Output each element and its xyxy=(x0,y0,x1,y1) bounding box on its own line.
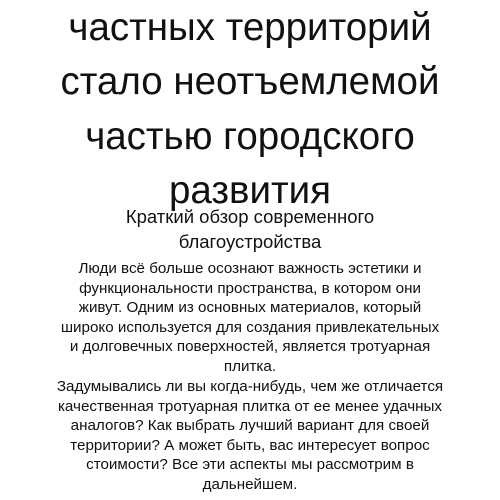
paragraph-line: стоимости? Все эти аспекты мы рассмотрим в xyxy=(86,456,414,474)
questions-paragraph xyxy=(0,377,500,495)
paragraph-line: плитка. xyxy=(223,357,277,375)
paragraph-line: качественная тротуарная плитка от ее менее удачных xyxy=(57,397,443,415)
article-title-line: частных территорий xyxy=(68,5,432,49)
paragraph-line: живут. Одним из основных материалов, который xyxy=(78,299,422,317)
paragraph-line: и долговечных поверхностей, является тротуарная xyxy=(69,338,431,356)
article-subtitle xyxy=(0,204,500,254)
article-title-line: стало неотъемлемой xyxy=(60,60,440,103)
paragraph-line: территории? А может быть, вас интересует вопрос xyxy=(70,436,430,454)
paragraph-line: дальнейшем. xyxy=(202,475,298,493)
paragraph-line: Задумывались ли вы когда-нибудь, чем же отличается xyxy=(56,378,444,395)
paragraph-line: Люди всё больше осознают важность эстетики и xyxy=(78,260,422,277)
article-subtitle-line: благоустройства xyxy=(178,231,322,252)
article-title-line: развития xyxy=(169,169,331,212)
intro-paragraph xyxy=(0,259,500,377)
paragraph-line: аналогов? Как выбрать лучший вариант для своей xyxy=(70,417,430,435)
article-title-line: частью городского xyxy=(85,114,415,158)
article-subtitle-line: Краткий обзор современного xyxy=(125,206,375,227)
article-title xyxy=(0,0,500,219)
paragraph-line: функциональности пространства, в котором они xyxy=(79,279,421,297)
paragraph-line: широко используется для создания привлекательных xyxy=(60,318,440,336)
